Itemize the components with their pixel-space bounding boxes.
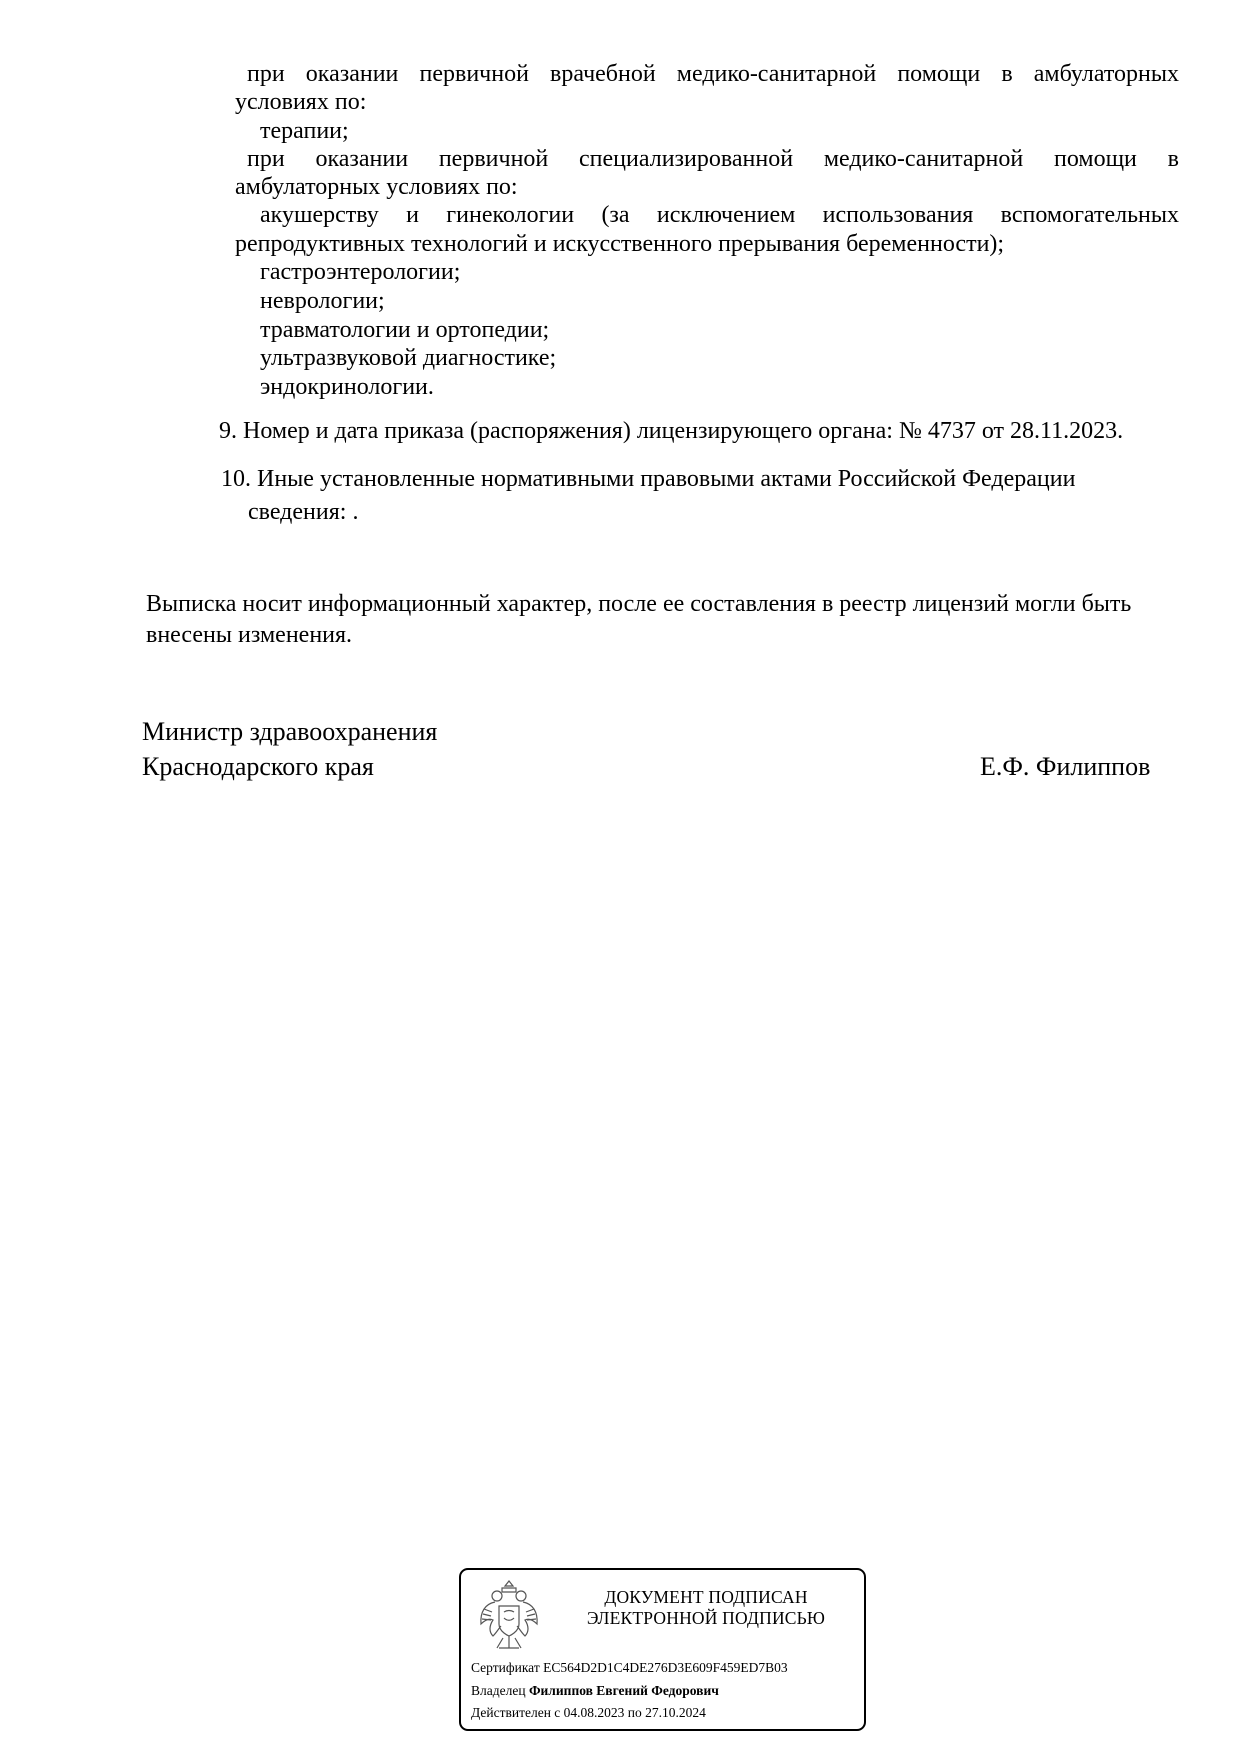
stamp-owner-value: Филиппов Евгений Федорович: [528, 1683, 719, 1698]
item-10-line-1: 10. Иные установленные нормативными правовыми актами Российской Федерации: [221, 466, 1076, 492]
stamp-certificate-value: EC564D2D1C4DE276D3E609F459ED7B03: [543, 1660, 788, 1675]
stamp-title-line-1: ДОКУМЕНТ ПОДПИСАН: [604, 1587, 808, 1607]
russian-coat-of-arms-icon: [475, 1578, 543, 1654]
item-9: 9. Номер и дата приказа (распоряжения) лицензирующего органа: № 4737 от 28.11.2023.: [219, 418, 1124, 444]
body-line-2: условиях по:: [235, 89, 367, 115]
body-line-11: ультразвуковой диагностике;: [260, 345, 557, 371]
body-line-1: при оказании первичной врачебной медико-санитарной помощи в амбулаторных: [247, 61, 1179, 87]
body-line-4: при оказании первичной специализированной медико-санитарной помощи в: [247, 146, 1179, 172]
body-line-10: травматологии и ортопедии;: [260, 317, 550, 343]
signatory-position-line-2: Краснодарского края: [142, 752, 374, 781]
stamp-validity: Действителен с 04.08.2023 по 27.10.2024: [471, 1705, 706, 1720]
item-10-line-2: сведения: .: [248, 499, 359, 525]
body-line-9: неврологии;: [260, 288, 385, 314]
body-line-3: терапии;: [260, 118, 349, 144]
body-line-6: акушерству и гинекологии (за исключением использования вспомогательных: [260, 202, 1179, 228]
body-line-7: репродуктивных технологий и искусственного прерывания беременности);: [235, 231, 1005, 257]
note-line-2: внесены изменения.: [146, 622, 353, 648]
note-line-1: Выписка носит информационный характер, после ее составления в реестр лицензий могли быть: [146, 591, 1132, 617]
signatory-name: Е.Ф. Филиппов: [980, 752, 1151, 781]
body-line-12: эндокринологии.: [260, 374, 434, 400]
stamp-certificate-label: Сертификат: [471, 1660, 540, 1675]
stamp-owner: [471, 1683, 719, 1699]
body-line-5: амбулаторных условиях по:: [235, 174, 518, 200]
stamp-owner-label: Владелец: [471, 1683, 526, 1698]
stamp-title-line-2: ЭЛЕКТРОННОЙ ПОДПИСЬЮ: [586, 1608, 826, 1628]
stamp-certificate: [471, 1660, 788, 1676]
signatory-position-line-1: Министр здравоохранения: [142, 717, 438, 746]
body-line-8: гастроэнтерологии;: [260, 259, 461, 285]
electronic-signature-stamp: [459, 1568, 866, 1731]
